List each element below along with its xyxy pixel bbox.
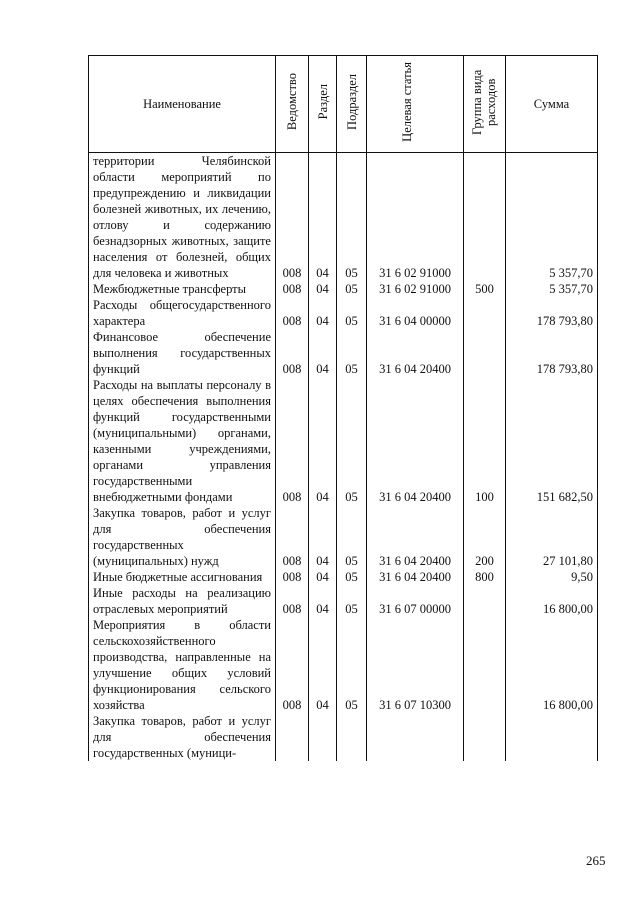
row-podrazdel: 05 xyxy=(337,297,367,329)
row-name: Иные бюджетные ассигнования xyxy=(89,569,276,585)
table-row xyxy=(89,281,598,297)
header-celevaya-statya: Целевая статья xyxy=(367,56,464,153)
row-summa: 178 793,80 xyxy=(506,329,598,377)
table-row xyxy=(89,377,598,505)
row-vedomstvo: 008 xyxy=(276,329,309,377)
row-podrazdel: 05 xyxy=(337,585,367,617)
row-celevaya-statya: 31 6 04 20400 xyxy=(367,569,464,585)
row-vedomstvo: 008 xyxy=(276,377,309,505)
row-razdel: 04 xyxy=(309,377,337,505)
row-gruppa-vida-rashodov xyxy=(464,617,506,713)
row-name: Мероприятия в области сельскохозяйственного производства, направленные на улучшение общих условий функционирования сельского хозяйства xyxy=(89,617,276,713)
row-razdel: 04 xyxy=(309,585,337,617)
header-gruppa-vida-rashodov: Группа вида расходов xyxy=(464,56,506,153)
row-name: территории Челябинской области мероприятий по предупреждению и ликвидации болезней животных, их лечению, отлову и содержанию безнадзорных животных, защите населения от болезней, общих для человека и животных xyxy=(89,153,276,282)
table-row xyxy=(89,585,598,617)
row-vedomstvo: 008 xyxy=(276,153,309,282)
row-gruppa-vida-rashodov xyxy=(464,297,506,329)
header-razdel: Раздел xyxy=(309,56,337,153)
row-gruppa-vida-rashodov: 500 xyxy=(464,281,506,297)
row-summa: 27 101,80 xyxy=(506,505,598,569)
table-row xyxy=(89,713,598,761)
row-vedomstvo: 008 xyxy=(276,297,309,329)
row-vedomstvo: 008 xyxy=(276,585,309,617)
table-row xyxy=(89,329,598,377)
header-summa: Сумма xyxy=(506,56,598,153)
row-name: Финансовое обеспечение выполнения государственных функций xyxy=(89,329,276,377)
row-vedomstvo: 008 xyxy=(276,281,309,297)
row-celevaya-statya: 31 6 02 91000 xyxy=(367,153,464,282)
table-row xyxy=(89,569,598,585)
row-name: Иные расходы на реализацию отраслевых мероприятий xyxy=(89,585,276,617)
row-razdel: 04 xyxy=(309,297,337,329)
row-razdel: 04 xyxy=(309,329,337,377)
row-celevaya-statya: 31 6 04 20400 xyxy=(367,329,464,377)
row-celevaya-statya: 31 6 07 00000 xyxy=(367,585,464,617)
row-podrazdel: 05 xyxy=(337,569,367,585)
row-name: Расходы на выплаты персоналу в целях обеспечения выполнения функций государственными (муниципальными) органами, казенными учреждениями, органами управления государственными внебюджетными фондами xyxy=(89,377,276,505)
row-razdel xyxy=(309,713,337,761)
row-summa: 16 800,00 xyxy=(506,617,598,713)
row-summa: 178 793,80 xyxy=(506,297,598,329)
row-name: Межбюджетные трансферты xyxy=(89,281,276,297)
row-podrazdel: 05 xyxy=(337,281,367,297)
row-celevaya-statya: 31 6 02 91000 xyxy=(367,281,464,297)
row-gruppa-vida-rashodov: 200 xyxy=(464,505,506,569)
row-summa: 16 800,00 xyxy=(506,585,598,617)
row-summa: 151 682,50 xyxy=(506,377,598,505)
row-summa: 9,50 xyxy=(506,569,598,585)
row-podrazdel xyxy=(337,713,367,761)
row-vedomstvo: 008 xyxy=(276,569,309,585)
row-vedomstvo xyxy=(276,713,309,761)
row-gruppa-vida-rashodov: 100 xyxy=(464,377,506,505)
header-vedomstvo: Ведомство xyxy=(276,56,309,153)
row-razdel: 04 xyxy=(309,617,337,713)
budget-table xyxy=(88,55,598,761)
table-row xyxy=(89,153,598,282)
page-number: 265 xyxy=(586,853,606,868)
row-gruppa-vida-rashodov xyxy=(464,153,506,282)
row-gruppa-vida-rashodov: 800 xyxy=(464,569,506,585)
table-row xyxy=(89,297,598,329)
row-summa: 5 357,70 xyxy=(506,281,598,297)
row-vedomstvo: 008 xyxy=(276,617,309,713)
header-name: Наименование xyxy=(89,56,276,153)
row-gruppa-vida-rashodov xyxy=(464,329,506,377)
row-razdel: 04 xyxy=(309,281,337,297)
row-razdel: 04 xyxy=(309,153,337,282)
row-celevaya-statya xyxy=(367,713,464,761)
row-name: Закупка товаров, работ и услуг для обеспечения государственных (муници- xyxy=(89,713,276,761)
row-name: Расходы общегосударственного характера xyxy=(89,297,276,329)
table-row xyxy=(89,617,598,713)
row-celevaya-statya: 31 6 07 10300 xyxy=(367,617,464,713)
row-podrazdel: 05 xyxy=(337,617,367,713)
row-podrazdel: 05 xyxy=(337,505,367,569)
table-header-row xyxy=(89,56,598,153)
row-podrazdel: 05 xyxy=(337,153,367,282)
row-summa xyxy=(506,713,598,761)
table-row xyxy=(89,505,598,569)
header-podrazdel: Подраздел xyxy=(337,56,367,153)
row-razdel: 04 xyxy=(309,569,337,585)
row-podrazdel: 05 xyxy=(337,329,367,377)
row-gruppa-vida-rashodov xyxy=(464,585,506,617)
row-vedomstvo: 008 xyxy=(276,505,309,569)
row-celevaya-statya: 31 6 04 00000 xyxy=(367,297,464,329)
row-razdel: 04 xyxy=(309,505,337,569)
row-celevaya-statya: 31 6 04 20400 xyxy=(367,377,464,505)
row-gruppa-vida-rashodov xyxy=(464,713,506,761)
row-summa: 5 357,70 xyxy=(506,153,598,282)
row-celevaya-statya: 31 6 04 20400 xyxy=(367,505,464,569)
row-podrazdel: 05 xyxy=(337,377,367,505)
row-name: Закупка товаров, работ и услуг для обеспечения государственных (муниципальных) нужд xyxy=(89,505,276,569)
